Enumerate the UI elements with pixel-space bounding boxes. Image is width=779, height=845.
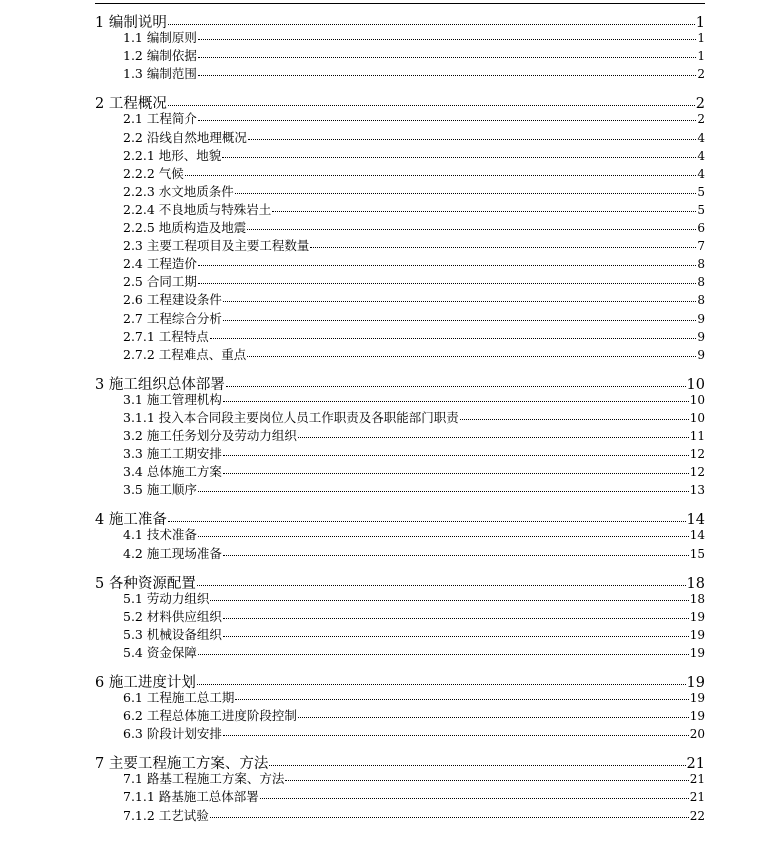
- toc-entry-label: 2.6 工程建设条件: [123, 292, 222, 308]
- toc-entry-page-number: 21: [686, 756, 705, 773]
- toc-entry-page-number: 4: [697, 148, 705, 163]
- toc-leader-dots: [223, 301, 697, 302]
- toc-leader-dots: [235, 699, 688, 700]
- toc-entry-label: 1.2 编制依据: [123, 48, 197, 64]
- toc-leader-dots: [210, 338, 697, 339]
- toc-entry-label: 2.2.4 不良地质与特殊岩土: [123, 201, 272, 217]
- toc-entry-label: 3.5 施工顺序: [123, 482, 197, 498]
- toc-leader-dots: [223, 401, 689, 402]
- toc-entry-page-number: 12: [689, 447, 705, 462]
- toc-leader-dots: [210, 817, 689, 818]
- toc-leader-dots: [198, 265, 697, 266]
- toc-entry-label: 2.4 工程造价: [123, 256, 197, 272]
- toc-leader-dots: [223, 473, 689, 474]
- toc-entry-page-number: 2: [695, 96, 705, 113]
- toc-section-entry[interactable]: [123, 309, 705, 327]
- toc-section-entry[interactable]: [123, 345, 705, 363]
- toc-entry-label: 2.2.1 地形、地貌: [123, 147, 222, 163]
- toc-leader-dots: [223, 320, 697, 321]
- toc-leader-dots: [223, 455, 689, 456]
- toc-entry-page-number: 9: [697, 311, 705, 326]
- toc-leader-dots: [223, 636, 689, 637]
- toc-leader-dots: [285, 780, 688, 781]
- toc-entry-page-number: 21: [689, 790, 705, 805]
- toc-leader-dots: [460, 419, 689, 420]
- toc-entry-page-number: 19: [689, 609, 705, 624]
- toc-leader-dots: [223, 735, 689, 736]
- toc-entry-label: 6.2 工程总体施工进度阶段控制: [123, 708, 297, 724]
- toc-section-entry[interactable]: [123, 146, 705, 164]
- toc-section-entry[interactable]: [123, 272, 705, 290]
- toc-leader-dots: [222, 157, 696, 158]
- toc-entry-label: 2.2 沿线自然地理概况: [123, 129, 247, 145]
- toc-entry-page-number: 2: [697, 112, 705, 127]
- toc-section-entry[interactable]: [123, 290, 705, 308]
- toc-leader-dots: [198, 120, 697, 121]
- toc-section-entry[interactable]: [123, 724, 705, 742]
- toc-leader-dots: [298, 437, 689, 438]
- toc-leader-dots: [272, 211, 696, 212]
- toc-section-entry[interactable]: [123, 643, 705, 661]
- toc-leader-dots: [198, 57, 697, 58]
- toc-entry-page-number: 1: [697, 49, 705, 64]
- toc-section-entry[interactable]: [123, 462, 705, 480]
- toc-leader-dots: [235, 193, 697, 194]
- toc-entry-label: 5 各种资源配置: [95, 575, 196, 592]
- toc-section-entry[interactable]: [123, 182, 705, 200]
- toc-entry-page-number: 19: [689, 627, 705, 642]
- toc-entry-label: 2.2.3 水文地质条件: [123, 183, 234, 199]
- toc-entry-label: 3.1.1 投入本合同段主要岗位人员工作职责及各职能部门职责: [123, 409, 459, 425]
- toc-entry-page-number: 2: [697, 67, 705, 82]
- toc-entry-label: 2.2.2 气候: [123, 165, 184, 181]
- toc-entry-label: 2.1 工程简介: [123, 111, 197, 127]
- toc-entry-label: 5.4 资金保障: [123, 644, 197, 660]
- toc-section-entry[interactable]: [123, 109, 705, 127]
- toc-section-entry[interactable]: [123, 480, 705, 498]
- toc-section-entry[interactable]: [123, 128, 705, 146]
- toc-entry-page-number: 8: [697, 257, 705, 272]
- toc-entry-label: 2.2.5 地质构造及地震: [123, 220, 247, 235]
- toc-leader-dots: [223, 555, 689, 556]
- toc-entry-page-number: 8: [697, 275, 705, 290]
- toc-section-entry[interactable]: [123, 390, 705, 408]
- toc-entry-page-number: 9: [697, 329, 705, 344]
- toc-entry-label: 1 编制说明: [95, 15, 167, 31]
- toc-section-entry[interactable]: [123, 769, 705, 787]
- toc-entry-label: 3.1 施工管理机构: [123, 391, 222, 407]
- toc-entry-page-number: 14: [689, 528, 705, 543]
- toc-section-entry[interactable]: [123, 625, 705, 643]
- toc-entry-page-number: 22: [689, 808, 705, 823]
- toc-entry-page-number: 5: [697, 184, 705, 199]
- toc-entry-page-number: 1: [697, 31, 705, 46]
- toc-entry-page-number: 5: [697, 202, 705, 217]
- toc-section-entry[interactable]: [123, 236, 705, 254]
- toc-section-entry[interactable]: [123, 254, 705, 272]
- toc-leader-dots: [185, 175, 697, 176]
- toc-section-entry[interactable]: [123, 806, 705, 824]
- toc-leader-dots: [198, 536, 689, 537]
- toc-entry-page-number: 18: [689, 591, 705, 606]
- toc-entry-label: 7.1 路基工程施工方案、方法: [123, 771, 285, 787]
- toc-section-entry[interactable]: [123, 787, 705, 805]
- toc-section-entry[interactable]: [123, 408, 705, 426]
- toc-leader-dots: [248, 139, 697, 140]
- toc-entry-page-number: 11: [689, 429, 705, 443]
- toc-entry-label: 4 施工准备: [95, 512, 167, 529]
- toc-section-entry[interactable]: [123, 28, 705, 46]
- toc-leader-dots: [223, 618, 689, 619]
- toc-entry-page-number: 14: [686, 512, 705, 529]
- toc-entry-page-number: 15: [689, 546, 705, 561]
- toc-section-entry[interactable]: [123, 544, 705, 562]
- toc-leader-dots: [298, 717, 689, 718]
- toc-entry-page-number: 12: [689, 465, 705, 480]
- toc-entry-label: 3.3 施工工期安排: [123, 446, 222, 462]
- toc-leader-dots: [198, 654, 689, 655]
- toc-entry-page-number: 19: [689, 709, 705, 724]
- toc-section-entry[interactable]: [123, 426, 705, 444]
- toc-section-entry[interactable]: [123, 444, 705, 462]
- toc-leader-dots: [198, 283, 697, 284]
- toc-entry-page-number: 6: [697, 221, 705, 235]
- toc-entry-label: 1.3 编制范围: [123, 66, 197, 82]
- toc-entry-label: 7.1.1 路基施工总体部署: [123, 789, 259, 805]
- toc-leader-dots: [168, 521, 686, 522]
- toc-entry-label: 7.1.2 工艺试验: [123, 807, 209, 823]
- toc-entry-label: 5.2 材料供应组织: [123, 608, 222, 624]
- toc-entry-page-number: 19: [689, 691, 705, 705]
- toc-section-entry[interactable]: [123, 200, 705, 218]
- toc-section-entry[interactable]: [123, 64, 705, 82]
- toc-leader-dots: [198, 39, 697, 40]
- toc-leader-dots: [260, 798, 689, 799]
- toc-entry-label: 3.4 总体施工方案: [123, 464, 222, 480]
- toc-entry-page-number: 10: [686, 376, 705, 393]
- toc-entry-page-number: 13: [689, 483, 705, 498]
- toc-entry-page-number: 10: [689, 410, 705, 425]
- toc-leader-dots: [310, 247, 696, 248]
- toc-section-entry[interactable]: [123, 46, 705, 64]
- toc-entry-label: 2.7.2 工程难点、重点: [123, 346, 247, 362]
- toc-leader-dots: [247, 356, 696, 357]
- toc-leader-dots: [210, 600, 688, 601]
- toc-entry-label: 2.3 主要工程项目及主要工程数量: [123, 238, 310, 254]
- toc-entry-page-number: 10: [689, 392, 705, 407]
- toc-entry-label: 3 施工组织总体部署: [95, 376, 225, 393]
- toc-entry-page-number: 4: [697, 130, 705, 145]
- toc-entry-page-number: 20: [689, 727, 705, 742]
- toc-entry-page-number: 4: [697, 166, 705, 181]
- toc-section-entry[interactable]: [123, 706, 705, 724]
- toc-entry-label: 2.5 合同工期: [123, 274, 197, 290]
- toc-section-entry[interactable]: [123, 688, 705, 706]
- header-rule: [95, 3, 705, 4]
- toc-entry-label: 2.7.1 工程特点: [123, 328, 209, 344]
- toc-entry-page-number: 8: [697, 293, 705, 308]
- toc-leader-dots: [197, 684, 686, 685]
- toc-entry-page-number: 9: [697, 347, 705, 362]
- toc-leader-dots: [247, 229, 696, 230]
- toc-entry-label: 2.7 工程综合分析: [123, 310, 222, 326]
- toc-entry-label: 5.3 机械设备组织: [123, 626, 222, 642]
- toc-section-entry[interactable]: [123, 327, 705, 345]
- toc-section-entry[interactable]: [123, 607, 705, 625]
- toc-leader-dots: [168, 24, 695, 25]
- toc-entry-page-number: 19: [689, 645, 705, 660]
- toc-leader-dots: [197, 585, 686, 586]
- toc-entry-label: 6 施工进度计划: [95, 674, 196, 691]
- toc-entry-label: 7 主要工程施工方案、方法: [95, 756, 269, 773]
- toc-section-entry[interactable]: [123, 164, 705, 182]
- toc-leader-dots: [269, 765, 685, 766]
- toc-section-entry[interactable]: [123, 218, 705, 236]
- toc-section-entry[interactable]: [123, 589, 705, 607]
- toc-entry-label: 1.1 编制原则: [123, 30, 197, 46]
- toc-entry-page-number: 21: [689, 772, 705, 787]
- toc-entry-label: 6.3 阶段计划安排: [123, 726, 222, 742]
- toc-leader-dots: [226, 386, 686, 387]
- toc-leader-dots: [198, 491, 689, 492]
- toc-entry-label: 4.2 施工现场准备: [123, 545, 222, 561]
- toc-section-entry[interactable]: [123, 525, 705, 543]
- toc-entry-page-number: 1: [695, 15, 705, 31]
- toc-entry-page-number: 7: [697, 239, 705, 254]
- toc-entry-label: 4.1 技术准备: [123, 527, 197, 543]
- toc-entry-label: 5.1 劳动力组织: [123, 590, 210, 606]
- toc-entry-label: 3.2 施工任务划分及劳动力组织: [123, 428, 297, 443]
- toc-leader-dots: [198, 75, 697, 76]
- toc-leader-dots: [168, 105, 695, 106]
- toc-entry-label: 6.1 工程施工总工期: [123, 690, 235, 705]
- toc-entry-page-number: 18: [686, 575, 705, 592]
- toc-entry-label: 2 工程概况: [95, 96, 167, 113]
- toc-entry-page-number: 19: [686, 674, 705, 691]
